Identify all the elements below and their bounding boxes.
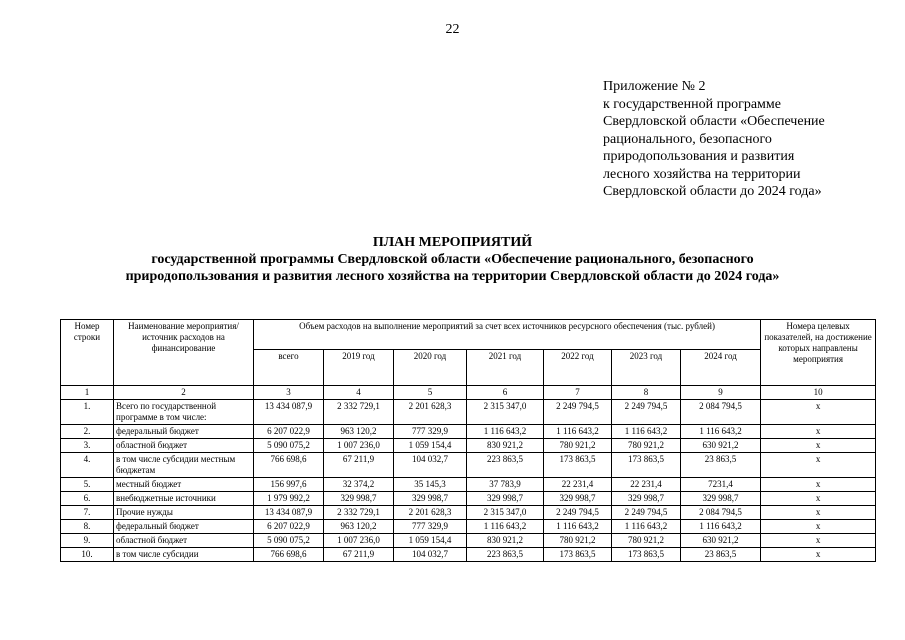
row-value: 6 207 022,9 [254,520,324,534]
column-index: 8 [612,386,681,400]
row-value: 780 921,2 [612,439,681,453]
table-row [61,548,876,562]
row-value: 1 116 643,2 [681,425,761,439]
row-value: 223 863,5 [467,548,544,562]
row-value: 2 249 794,5 [612,400,681,425]
row-value: 156 997,6 [254,478,324,492]
row-value: 2 084 794,5 [681,400,761,425]
row-value: 1 116 643,2 [612,425,681,439]
row-value: 777 329,9 [394,520,467,534]
appendix-line: к государственной программе [603,96,781,112]
column-index-row [61,386,876,400]
row-indicator: х [761,425,876,439]
row-name: областной бюджет [114,439,254,453]
header-volume: Объем расходов на выполнение мероприятий за счет всех источников ресурсного обеспечения (тыс. рублей) [254,320,761,350]
row-value: 104 032,7 [394,548,467,562]
row-value: 173 863,5 [612,548,681,562]
header-total: всего [254,350,324,386]
appendix-note [603,78,893,201]
header-row-number: Номер строки [61,320,114,386]
row-value: 630 921,2 [681,439,761,453]
row-value: 2 332 729,1 [324,400,394,425]
column-index: 5 [394,386,467,400]
row-value: 67 211,9 [324,453,394,478]
row-value: 173 863,5 [612,453,681,478]
appendix-line: природопользования и развития [603,149,795,164]
row-value: 67 211,9 [324,548,394,562]
row-value: 780 921,2 [612,534,681,548]
row-indicator: х [761,534,876,548]
row-name: в том числе субсидии местным бюджетам [114,453,254,478]
table-row [61,439,876,453]
row-value: 780 921,2 [544,439,612,453]
row-value: 13 434 087,9 [254,400,324,425]
row-value: 2 201 628,3 [394,400,467,425]
column-index: 1 [61,386,114,400]
row-number: 10. [61,548,114,562]
row-value: 1 116 643,2 [467,425,544,439]
row-indicator: х [761,478,876,492]
row-value: 37 783,9 [467,478,544,492]
row-value: 23 863,5 [681,453,761,478]
row-name: местный бюджет [114,478,254,492]
row-indicator: х [761,548,876,562]
row-value: 2 249 794,5 [544,506,612,520]
row-value: 104 032,7 [394,453,467,478]
row-indicator: х [761,439,876,453]
row-indicator: х [761,520,876,534]
row-number: 7. [61,506,114,520]
header-year-2023: 2023 год [612,350,681,386]
header-year-2024: 2024 год [681,350,761,386]
appendix-line: Свердловской области «Обеспечение [603,114,825,129]
row-number: 1. [61,400,114,425]
row-value: 2 332 729,1 [324,506,394,520]
row-value: 1 116 643,2 [544,520,612,534]
row-value: 23 863,5 [681,548,761,562]
plan-table [60,319,876,562]
column-index: 6 [467,386,544,400]
row-value: 2 249 794,5 [612,506,681,520]
plan-title-line: государственной программы Свердловской области «Обеспечение рационального, безопасного [151,252,754,267]
row-name: областной бюджет [114,534,254,548]
appendix-line: лесного хозяйства на территории [603,166,801,182]
row-value: 2 315 347,0 [467,506,544,520]
appendix-line: Приложение № 2 [603,79,706,94]
row-number: 6. [61,492,114,506]
row-value: 173 863,5 [544,453,612,478]
row-value: 2 201 628,3 [394,506,467,520]
row-value: 1 116 643,2 [467,520,544,534]
row-value: 766 698,6 [254,548,324,562]
row-value: 22 231,4 [612,478,681,492]
row-value: 35 145,3 [394,478,467,492]
row-name: внебюджетные источники [114,492,254,506]
row-value: 2 084 794,5 [681,506,761,520]
row-value: 2 249 794,5 [544,400,612,425]
table-row [61,478,876,492]
header-name: Наименование мероприятия/источник расходов на финансирование [114,320,254,386]
row-number: 9. [61,534,114,548]
row-number: 5. [61,478,114,492]
header-year-2021: 2021 год [467,350,544,386]
table-row [61,492,876,506]
plan-title [0,234,905,285]
row-value: 173 863,5 [544,548,612,562]
row-value: 830 921,2 [467,534,544,548]
row-number: 2. [61,425,114,439]
plan-title-line: природопользования и развития лесного хозяйства на территории Свердловской области до 2024 года» [125,269,780,284]
header-year-2019: 2019 год [324,350,394,386]
row-indicator: х [761,492,876,506]
row-indicator: х [761,506,876,520]
row-name: в том числе субсидии [114,548,254,562]
appendix-line: рационального, безопасного [603,131,772,147]
row-name: федеральный бюджет [114,425,254,439]
row-value: 5 090 075,2 [254,439,324,453]
column-index: 10 [761,386,876,400]
page-number: 22 [445,22,460,37]
row-name: Прочие нужды [114,506,254,520]
row-number: 3. [61,439,114,453]
row-value: 2 315 347,0 [467,400,544,425]
plan-table-body [61,386,876,562]
row-indicator: х [761,453,876,478]
row-value: 329 998,7 [394,492,467,506]
row-value: 766 698,6 [254,453,324,478]
column-index: 9 [681,386,761,400]
table-row [61,400,876,425]
row-value: 329 998,7 [324,492,394,506]
row-value: 1 116 643,2 [681,520,761,534]
table-row [61,520,876,534]
plan-title-heading: ПЛАН МЕРОПРИЯТИЙ [372,235,533,250]
row-value: 830 921,2 [467,439,544,453]
row-value: 1 979 992,2 [254,492,324,506]
row-name: федеральный бюджет [114,520,254,534]
row-value: 1 116 643,2 [544,425,612,439]
row-value: 329 998,7 [681,492,761,506]
row-value: 329 998,7 [467,492,544,506]
table-row [61,534,876,548]
row-value: 329 998,7 [544,492,612,506]
row-value: 7231,4 [681,478,761,492]
row-value: 13 434 087,9 [254,506,324,520]
header-indicators: Номера целевых показателей, на достижение которых направлены мероприятия [761,320,876,386]
table-row [61,425,876,439]
row-number: 8. [61,520,114,534]
row-value: 630 921,2 [681,534,761,548]
row-value: 1 007 236,0 [324,534,394,548]
table-row [61,453,876,478]
row-value: 5 090 075,2 [254,534,324,548]
row-value: 1 059 154,4 [394,534,467,548]
appendix-line: Свердловской области до 2024 года» [603,184,822,199]
row-value: 1 007 236,0 [324,439,394,453]
table-row [61,506,876,520]
row-value: 32 374,2 [324,478,394,492]
row-value: 777 329,9 [394,425,467,439]
column-index: 3 [254,386,324,400]
row-indicator: х [761,400,876,425]
row-value: 223 863,5 [467,453,544,478]
row-value: 22 231,4 [544,478,612,492]
column-index: 4 [324,386,394,400]
row-value: 963 120,2 [324,425,394,439]
row-name: Всего по государственной программе в том числе: [114,400,254,425]
column-index: 2 [114,386,254,400]
header-year-2022: 2022 год [544,350,612,386]
row-number: 4. [61,453,114,478]
column-index: 7 [544,386,612,400]
row-value: 329 998,7 [612,492,681,506]
header-year-2020: 2020 год [394,350,467,386]
row-value: 1 059 154,4 [394,439,467,453]
row-value: 6 207 022,9 [254,425,324,439]
row-value: 963 120,2 [324,520,394,534]
row-value: 1 116 643,2 [612,520,681,534]
row-value: 780 921,2 [544,534,612,548]
